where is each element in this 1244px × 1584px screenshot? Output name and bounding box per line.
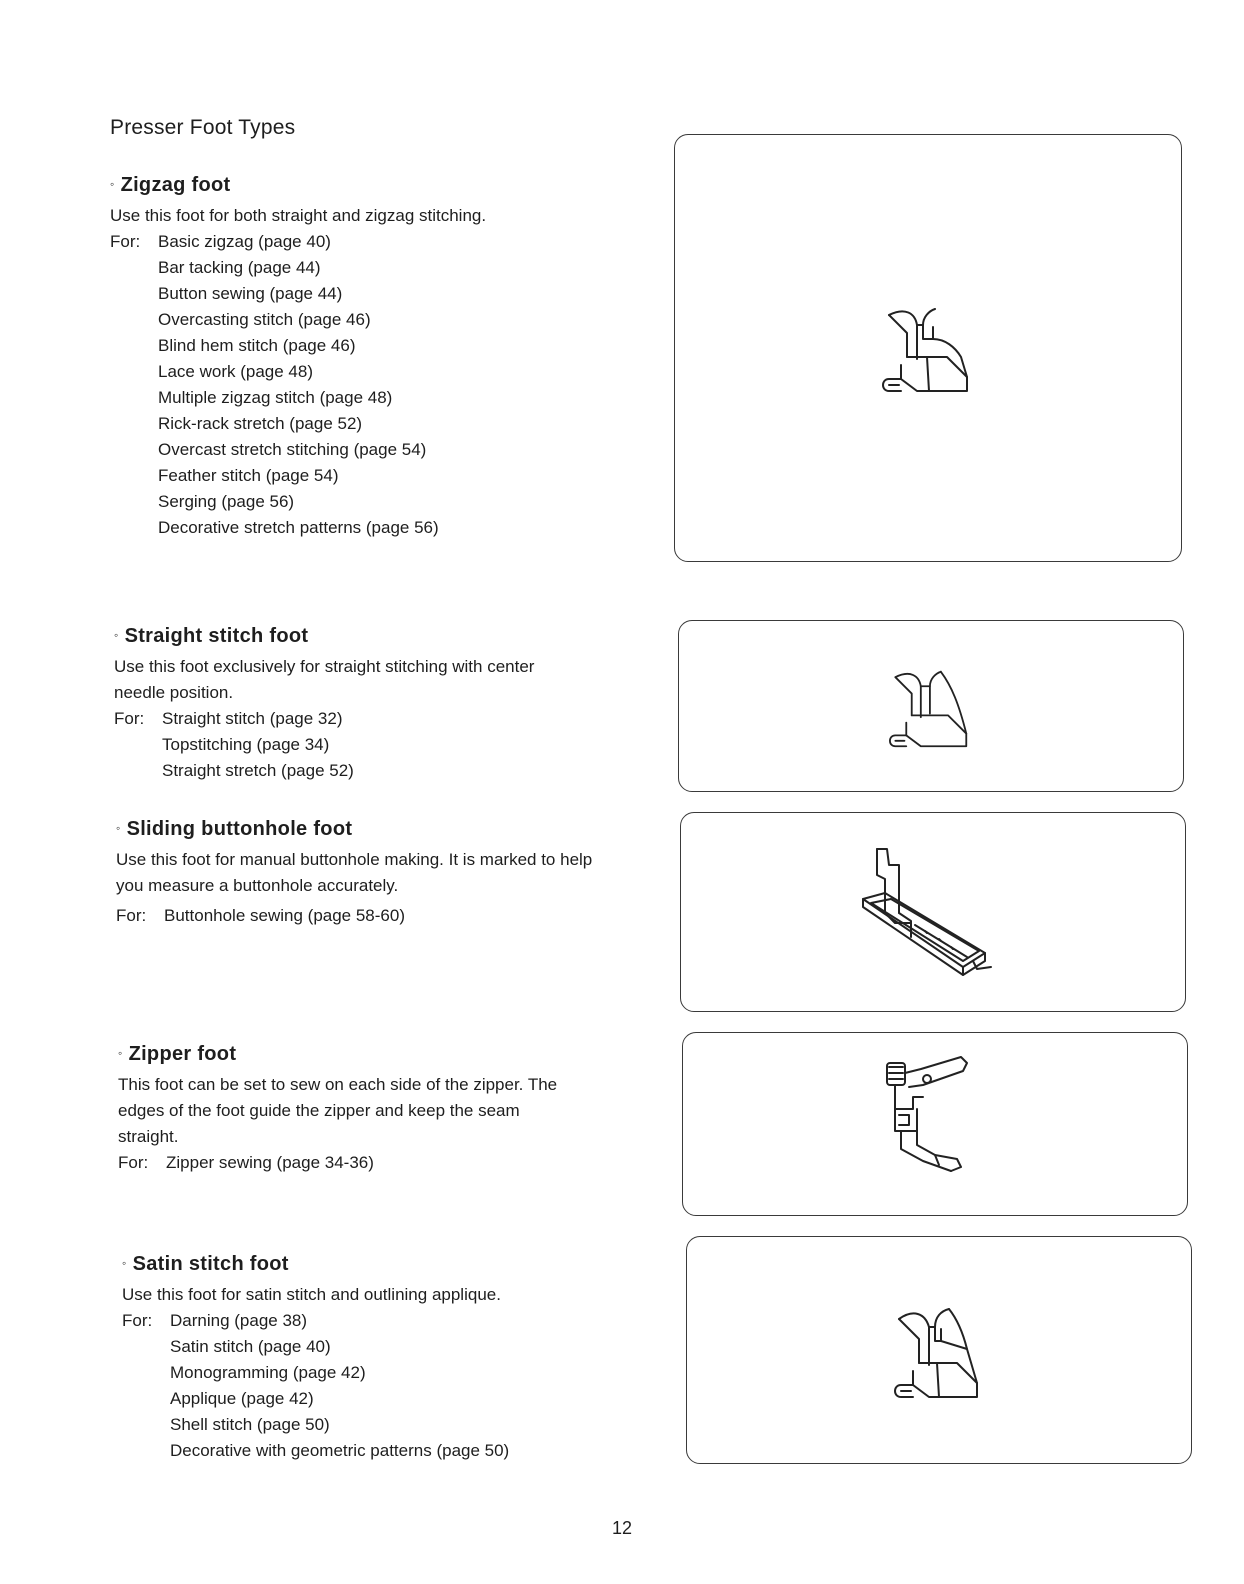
buttonhole-foot-icon xyxy=(855,843,1005,983)
use-item: Overcasting stitch (page 46) xyxy=(158,310,371,329)
use-item: Multiple zigzag stitch (page 48) xyxy=(158,388,393,407)
use-item: Zipper sewing (page 34-36) xyxy=(166,1153,374,1172)
section-straight-stitch-foot xyxy=(114,625,574,784)
section-title-text: Satin stitch foot xyxy=(132,1253,289,1275)
section-zipper-foot xyxy=(118,1043,568,1176)
satin-stitch-foot-icon xyxy=(883,1299,993,1409)
section-title xyxy=(114,625,574,648)
zipper-foot-illustration-frame xyxy=(682,1032,1188,1216)
zigzag-foot-icon xyxy=(871,295,981,405)
section-title-text: Zipper foot xyxy=(128,1043,237,1065)
section-title-text: Straight stitch foot xyxy=(124,625,309,647)
straight-stitch-foot-icon xyxy=(879,659,979,759)
use-item: Straight stitch (page 32) xyxy=(162,709,343,728)
use-item: Straight stretch (page 52) xyxy=(162,761,354,780)
for-label: For: xyxy=(122,1311,153,1330)
section-title xyxy=(116,818,596,841)
use-item: Bar tacking (page 44) xyxy=(158,258,321,277)
for-label: For: xyxy=(114,709,145,728)
for-label: For: xyxy=(118,1153,149,1172)
use-item: Buttonhole sewing (page 58-60) xyxy=(164,906,405,925)
use-item: Darning (page 38) xyxy=(170,1311,308,1330)
bullet-icon: ◦ xyxy=(118,1046,123,1060)
section-description: This foot can be set to sew on each side of the zipper. The edges of the foot guide the zipper and keep the seam straight. xyxy=(118,1075,558,1146)
bullet-icon: ◦ xyxy=(116,821,121,835)
use-item: Lace work (page 48) xyxy=(158,362,313,381)
use-item: Serging (page 56) xyxy=(158,492,295,511)
section-sliding-buttonhole-foot xyxy=(116,818,596,929)
use-item: Rick-rack stretch (page 52) xyxy=(158,414,363,433)
use-item: Topstitching (page 34) xyxy=(162,735,330,754)
use-item: Applique (page 42) xyxy=(170,1389,314,1408)
section-description: Use this foot exclusively for straight stitching with center needle position. xyxy=(114,657,535,702)
use-item: Shell stitch (page 50) xyxy=(170,1415,330,1434)
buttonhole-foot-illustration-frame xyxy=(680,812,1186,1012)
use-item: Satin stitch (page 40) xyxy=(170,1337,331,1356)
uses-list xyxy=(116,903,596,929)
use-item: Monogramming (page 42) xyxy=(170,1363,366,1382)
uses-list xyxy=(118,1150,568,1176)
section-zigzag-foot xyxy=(110,174,630,541)
zigzag-foot-illustration-frame xyxy=(674,134,1182,562)
use-item: Feather stitch (page 54) xyxy=(158,466,339,485)
use-item: Decorative with geometric patterns (page 50) xyxy=(170,1441,510,1460)
section-title-text: Zigzag foot xyxy=(120,174,231,196)
straight-stitch-foot-illustration-frame xyxy=(678,620,1184,792)
section-title xyxy=(122,1253,642,1276)
use-item: Blind hem stitch (page 46) xyxy=(158,336,356,355)
use-item: Decorative stretch patterns (page 56) xyxy=(158,518,439,537)
section-description: Use this foot for satin stitch and outlining applique. xyxy=(122,1285,501,1304)
uses-list xyxy=(122,1308,642,1464)
uses-list xyxy=(114,706,574,784)
uses-list xyxy=(110,229,630,541)
section-title xyxy=(118,1043,568,1066)
zipper-foot-icon xyxy=(873,1049,993,1189)
section-description: Use this foot for both straight and zigzag stitching. xyxy=(110,206,487,225)
section-title-text: Sliding buttonhole foot xyxy=(126,818,353,840)
bullet-icon: ◦ xyxy=(122,1256,127,1270)
section-title xyxy=(110,174,630,197)
for-label: For: xyxy=(116,906,147,925)
satin-stitch-foot-illustration-frame xyxy=(686,1236,1192,1464)
use-item: Basic zigzag (page 40) xyxy=(158,232,331,251)
section-satin-stitch-foot xyxy=(122,1253,642,1464)
section-description: Use this foot for manual buttonhole making. It is marked to help you measure a buttonhole accurately. xyxy=(116,850,593,895)
page-title: Presser Foot Types xyxy=(110,116,296,139)
page-number: 12 xyxy=(611,1518,633,1538)
use-item: Button sewing (page 44) xyxy=(158,284,343,303)
bullet-icon: ◦ xyxy=(114,628,119,642)
bullet-icon: ◦ xyxy=(110,177,115,191)
use-item: Overcast stretch stitching (page 54) xyxy=(158,440,427,459)
for-label: For: xyxy=(110,232,141,251)
